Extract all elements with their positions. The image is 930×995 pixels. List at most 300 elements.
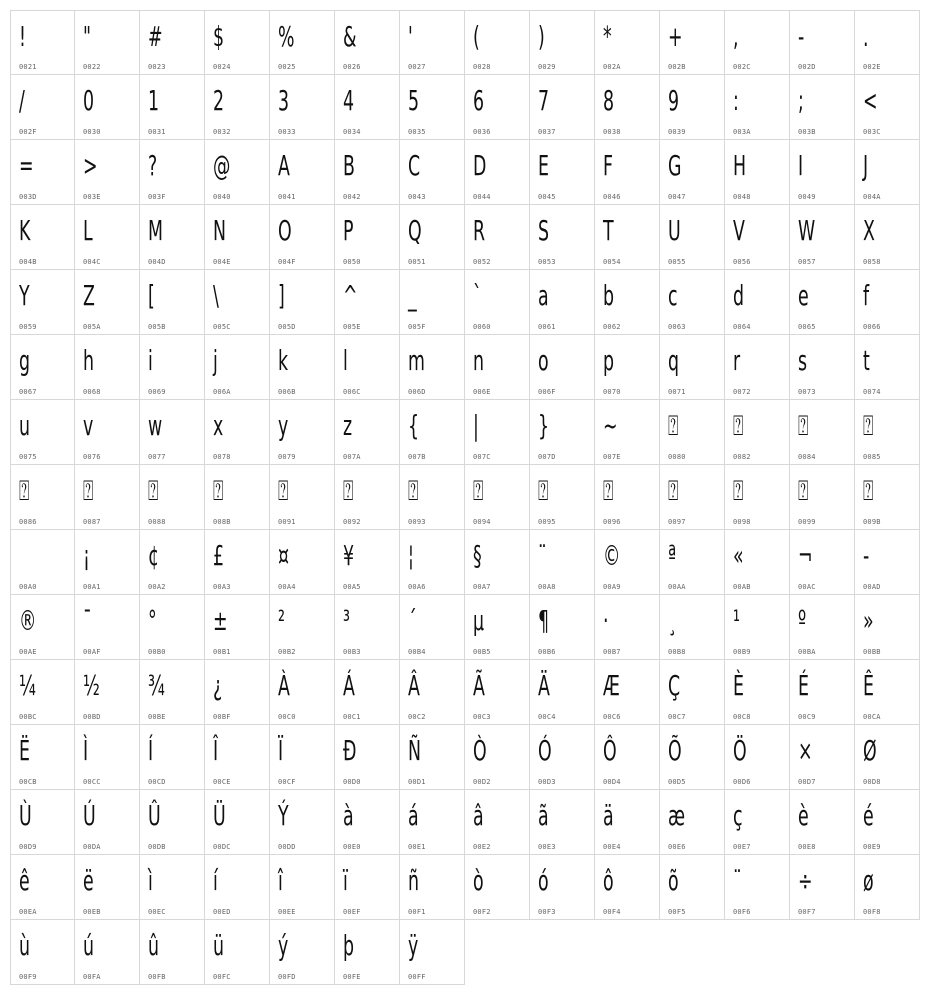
glyph-cell — [400, 920, 465, 985]
glyph-cell — [725, 270, 790, 335]
glyph-cell — [855, 10, 920, 75]
glyph-codepoint-label: 00D3 — [538, 778, 556, 786]
glyph-codepoint-label: 0051 — [408, 258, 426, 266]
glyph-cell — [400, 855, 465, 920]
glyph-cell — [10, 855, 75, 920]
glyph-codepoint-label: 00EE — [278, 908, 296, 916]
glyph-codepoint-label: 0023 — [148, 63, 166, 71]
glyph-sample: ⍰ — [538, 474, 549, 507]
glyph-codepoint-label: 0086 — [19, 518, 37, 526]
glyph-sample: m — [408, 344, 425, 377]
glyph-cell — [660, 75, 725, 140]
glyph-cell — [790, 660, 855, 725]
glyph-sample: 9 — [668, 84, 680, 117]
glyph-cell — [855, 725, 920, 790]
glyph-codepoint-label: 0040 — [213, 193, 231, 201]
glyph-cell — [790, 10, 855, 75]
glyph-codepoint-label: 00DA — [83, 843, 101, 851]
glyph-sample: 8 — [603, 84, 615, 117]
glyph-cell — [400, 790, 465, 855]
glyph-codepoint-label: 0096 — [603, 518, 621, 526]
glyph-cell — [10, 335, 75, 400]
glyph-sample: r — [733, 344, 741, 377]
glyph-sample: V — [733, 214, 745, 247]
glyph-cell — [400, 530, 465, 595]
glyph-sample: Î — [213, 734, 219, 767]
glyph-sample: ⍰ — [798, 474, 809, 507]
glyph-codepoint-label: 0044 — [473, 193, 491, 201]
glyph-codepoint-label: 00A5 — [343, 583, 361, 591]
glyph-codepoint-label: 00F2 — [473, 908, 491, 916]
glyph-codepoint-label: 00A4 — [278, 583, 296, 591]
glyph-codepoint-label: 00D0 — [343, 778, 361, 786]
glyph-cell — [140, 725, 205, 790]
glyph-codepoint-label: 0034 — [343, 128, 361, 136]
glyph-sample: [ — [148, 279, 155, 312]
glyph-sample: Á — [343, 669, 355, 702]
glyph-codepoint-label: 0035 — [408, 128, 426, 136]
glyph-sample: ; — [798, 84, 804, 117]
glyph-codepoint-label: 00C4 — [538, 713, 556, 721]
glyph-codepoint-label: 0065 — [798, 323, 816, 331]
glyph-codepoint-label: 00F4 — [603, 908, 621, 916]
glyph-cell — [595, 855, 660, 920]
glyph-sample: Æ — [603, 669, 620, 702]
glyph-cell — [855, 75, 920, 140]
glyph-codepoint-label: 00B8 — [668, 648, 686, 656]
glyph-sample: ò — [473, 864, 484, 897]
glyph-cell — [725, 465, 790, 530]
glyph-codepoint-label: 0088 — [148, 518, 166, 526]
glyph-cell — [205, 920, 270, 985]
glyph-cell — [205, 10, 270, 75]
glyph-sample: ' — [408, 20, 413, 53]
glyph-cell — [725, 335, 790, 400]
glyph-cell — [10, 400, 75, 465]
glyph-codepoint-label: 0033 — [278, 128, 296, 136]
glyph-codepoint-label: 0075 — [19, 453, 37, 461]
glyph-codepoint-label: 00E3 — [538, 843, 556, 851]
glyph-cell — [465, 400, 530, 465]
glyph-codepoint-label: 003D — [19, 193, 37, 201]
glyph-codepoint-label: 00D4 — [603, 778, 621, 786]
glyph-sample: > — [83, 149, 98, 182]
glyph-cell — [10, 75, 75, 140]
glyph-codepoint-label: 0068 — [83, 388, 101, 396]
glyph-sample: k — [278, 344, 289, 377]
glyph-cell — [530, 10, 595, 75]
glyph-cell — [140, 660, 205, 725]
glyph-cell — [855, 140, 920, 205]
glyph-sample: ⍰ — [83, 474, 94, 507]
glyph-sample: ë — [83, 864, 94, 897]
glyph-codepoint-label: 0029 — [538, 63, 556, 71]
glyph-cell — [140, 335, 205, 400]
glyph-cell — [335, 790, 400, 855]
glyph-codepoint-label: 00AB — [733, 583, 751, 591]
glyph-cell — [140, 205, 205, 270]
glyph-sample: ¡ — [83, 539, 90, 572]
glyph-sample: U — [668, 214, 681, 247]
glyph-cell — [75, 335, 140, 400]
glyph-codepoint-label: 003F — [148, 193, 166, 201]
glyph-sample: Đ — [343, 734, 357, 767]
glyph-sample: n — [473, 344, 485, 377]
glyph-cell — [10, 205, 75, 270]
glyph-sample: B — [343, 149, 355, 182]
glyph-codepoint-label: 00F5 — [668, 908, 686, 916]
glyph-sample: s — [798, 344, 808, 377]
glyph-cell — [530, 75, 595, 140]
glyph-sample: ä — [603, 799, 614, 832]
glyph-codepoint-label: 00AA — [668, 583, 686, 591]
glyph-cell — [75, 660, 140, 725]
glyph-codepoint-label: 00A2 — [148, 583, 166, 591]
glyph-sample: P — [343, 214, 354, 247]
glyph-cell — [855, 790, 920, 855]
glyph-sample: ô — [603, 864, 614, 897]
glyph-codepoint-label: 00CC — [83, 778, 101, 786]
glyph-sample: \ — [213, 279, 219, 312]
glyph-sample: â — [473, 799, 484, 832]
glyph-codepoint-label: 007C — [473, 453, 491, 461]
glyph-cell — [595, 75, 660, 140]
glyph-codepoint-label: 00F6 — [733, 908, 751, 916]
glyph-sample: D — [473, 149, 487, 182]
glyph-cell — [790, 335, 855, 400]
glyph-cell — [335, 270, 400, 335]
glyph-cell — [400, 270, 465, 335]
glyph-codepoint-label: 002C — [733, 63, 751, 71]
glyph-codepoint-label: 005B — [148, 323, 166, 331]
glyph-cell — [855, 855, 920, 920]
glyph-cell — [725, 400, 790, 465]
glyph-cell — [660, 465, 725, 530]
glyph-sample: 6 — [473, 84, 485, 117]
glyph-cell — [400, 335, 465, 400]
glyph-codepoint-label: 00B4 — [408, 648, 426, 656]
glyph-codepoint-label: 0066 — [863, 323, 881, 331]
glyph-cell — [75, 205, 140, 270]
glyph-cell — [465, 855, 530, 920]
glyph-codepoint-label: 0022 — [83, 63, 101, 71]
glyph-cell — [140, 595, 205, 660]
glyph-sample: ⍰ — [603, 474, 614, 507]
glyph-sample: ± — [213, 604, 228, 637]
glyph-codepoint-label: 00BD — [83, 713, 101, 721]
glyph-codepoint-label: 004D — [148, 258, 166, 266]
glyph-cell — [660, 660, 725, 725]
glyph-codepoint-label: 00B7 — [603, 648, 621, 656]
glyph-codepoint-label: 005F — [408, 323, 426, 331]
glyph-cell — [595, 465, 660, 530]
glyph-codepoint-label: 006A — [213, 388, 231, 396]
glyph-codepoint-label: 00E4 — [603, 843, 621, 851]
glyph-sample: Ë — [19, 734, 30, 767]
glyph-cell — [335, 855, 400, 920]
glyph-cell — [140, 855, 205, 920]
glyph-codepoint-label: 0070 — [603, 388, 621, 396]
glyph-cell — [790, 530, 855, 595]
glyph-codepoint-label: 0064 — [733, 323, 751, 331]
glyph-sample: c — [668, 279, 678, 312]
glyph-codepoint-label: 00EC — [148, 908, 166, 916]
glyph-cell — [335, 10, 400, 75]
glyph-cell — [140, 465, 205, 530]
glyph-sample: @ — [213, 149, 231, 182]
glyph-codepoint-label: 00C6 — [603, 713, 621, 721]
glyph-sample: g — [19, 344, 31, 377]
glyph-codepoint-label: 00B5 — [473, 648, 491, 656]
glyph-codepoint-label: 00B6 — [538, 648, 556, 656]
glyph-sample: l — [343, 344, 348, 377]
glyph-cell — [530, 595, 595, 660]
glyph-cell — [595, 595, 660, 660]
glyph-cell — [465, 205, 530, 270]
glyph-cell — [270, 855, 335, 920]
glyph-sample: y — [278, 409, 289, 442]
glyph-cell — [75, 920, 140, 985]
glyph-codepoint-label: 00D7 — [798, 778, 816, 786]
glyph-codepoint-label: 00BB — [863, 648, 881, 656]
glyph-cell — [335, 660, 400, 725]
glyph-cell — [790, 270, 855, 335]
glyph-sample: Ä — [538, 669, 550, 702]
glyph-codepoint-label: 00FA — [83, 973, 101, 981]
glyph-codepoint-label: 007E — [603, 453, 621, 461]
glyph-sample: ⍰ — [473, 474, 484, 507]
glyph-codepoint-label: 004A — [863, 193, 881, 201]
glyph-sample: Ü — [213, 799, 226, 832]
glyph-cell — [530, 725, 595, 790]
glyph-cell — [75, 530, 140, 595]
glyph-sample: t — [863, 344, 870, 377]
glyph-cell — [140, 10, 205, 75]
glyph-sample: Ç — [668, 669, 681, 702]
glyph-codepoint-label: 0036 — [473, 128, 491, 136]
glyph-sample: ÷ — [798, 864, 813, 897]
glyph-sample: d — [733, 279, 745, 312]
glyph-cell — [335, 920, 400, 985]
glyph-sample: o — [538, 344, 549, 377]
glyph-sample: v — [83, 409, 94, 442]
glyph-codepoint-label: 0080 — [668, 453, 686, 461]
glyph-codepoint-label: 00C3 — [473, 713, 491, 721]
glyph-sample: × — [798, 734, 813, 767]
glyph-cell — [725, 140, 790, 205]
glyph-sample: ÿ — [408, 929, 419, 962]
glyph-sample: + — [668, 20, 683, 53]
glyph-cell — [335, 530, 400, 595]
glyph-cell — [75, 10, 140, 75]
glyph-sample: « — [733, 539, 744, 572]
glyph-cell — [660, 270, 725, 335]
glyph-sample: h — [83, 344, 95, 377]
glyph-cell — [465, 790, 530, 855]
glyph-codepoint-label: 00A6 — [408, 583, 426, 591]
glyph-cell — [205, 270, 270, 335]
glyph-sample: f — [863, 279, 870, 312]
glyph-codepoint-label: 002E — [863, 63, 881, 71]
glyph-cell — [660, 595, 725, 660]
glyph-sample: ã — [538, 799, 549, 832]
glyph-sample: ¬ — [798, 539, 813, 572]
glyph-codepoint-label: 002B — [668, 63, 686, 71]
glyph-codepoint-label: 0067 — [19, 388, 37, 396]
glyph-cell — [855, 660, 920, 725]
glyph-codepoint-label: 0097 — [668, 518, 686, 526]
glyph-sample: M — [148, 214, 163, 247]
glyph-sample: a — [538, 279, 549, 312]
glyph-cell — [790, 75, 855, 140]
glyph-sample: ì — [148, 864, 153, 897]
glyph-sample: i — [148, 344, 153, 377]
glyph-sample: q — [668, 344, 680, 377]
glyph-sample: } — [538, 409, 550, 442]
glyph-codepoint-label: 007B — [408, 453, 426, 461]
glyph-cell — [855, 205, 920, 270]
glyph-codepoint-label: 00B0 — [148, 648, 166, 656]
glyph-codepoint-label: 003C — [863, 128, 881, 136]
glyph-codepoint-label: 00F8 — [863, 908, 881, 916]
glyph-cell — [10, 790, 75, 855]
glyph-sample: e — [798, 279, 809, 312]
glyph-cell — [140, 790, 205, 855]
glyph-sample: % — [278, 20, 295, 53]
glyph-sample: ° — [148, 604, 157, 637]
glyph-sample: { — [408, 409, 420, 442]
glyph-cell — [660, 335, 725, 400]
glyph-codepoint-label: 00AE — [19, 648, 37, 656]
glyph-cell — [75, 75, 140, 140]
glyph-sample: Z — [83, 279, 95, 312]
glyph-sample: ¨ — [538, 539, 547, 572]
glyph-codepoint-label: 00BC — [19, 713, 37, 721]
glyph-cell — [10, 465, 75, 530]
glyph-cell — [400, 75, 465, 140]
glyph-cell — [660, 400, 725, 465]
glyph-cell — [725, 75, 790, 140]
glyph-sample: L — [83, 214, 93, 247]
glyph-cell — [400, 400, 465, 465]
glyph-sample: ⍰ — [733, 474, 744, 507]
glyph-codepoint-label: 0026 — [343, 63, 361, 71]
glyph-codepoint-label: 002A — [603, 63, 621, 71]
glyph-sample: Ñ — [408, 734, 421, 767]
glyph-codepoint-label: 00FB — [148, 973, 166, 981]
glyph-codepoint-label: 00C7 — [668, 713, 686, 721]
glyph-sample: í — [213, 864, 218, 897]
glyph-sample: X — [863, 214, 875, 247]
glyph-codepoint-label: 0078 — [213, 453, 231, 461]
glyph-codepoint-label: 0061 — [538, 323, 556, 331]
glyph-codepoint-label: 0079 — [278, 453, 296, 461]
glyph-codepoint-label: 0021 — [19, 63, 37, 71]
glyph-codepoint-label: 00F1 — [408, 908, 426, 916]
glyph-sample: Ø — [863, 734, 877, 767]
glyph-codepoint-label: 00D5 — [668, 778, 686, 786]
glyph-cell — [140, 75, 205, 140]
glyph-cell — [400, 205, 465, 270]
glyph-sample: C — [408, 149, 421, 182]
glyph-cell — [75, 725, 140, 790]
glyph-cell — [465, 465, 530, 530]
glyph-sample: K — [19, 214, 31, 247]
glyph-cell — [660, 530, 725, 595]
glyph-cell — [530, 855, 595, 920]
glyph-codepoint-label: 0049 — [798, 193, 816, 201]
glyph-codepoint-label: 004B — [19, 258, 37, 266]
glyph-sample: 0 — [83, 84, 95, 117]
glyph-sample: ⍰ — [213, 474, 224, 507]
glyph-sample: ü — [213, 929, 225, 962]
glyph-cell — [530, 530, 595, 595]
glyph-codepoint-label: 00B1 — [213, 648, 231, 656]
glyph-codepoint-label: 00D2 — [473, 778, 491, 786]
glyph-sample: ï — [343, 864, 348, 897]
glyph-cell — [205, 530, 270, 595]
glyph-codepoint-label: 0031 — [148, 128, 166, 136]
glyph-cell — [140, 400, 205, 465]
glyph-cell — [205, 790, 270, 855]
glyph-sample: à — [343, 799, 354, 832]
glyph-sample: ¶ — [538, 604, 550, 637]
glyph-codepoint-label: 00FE — [343, 973, 361, 981]
glyph-cell — [335, 400, 400, 465]
glyph-codepoint-label: 0092 — [343, 518, 361, 526]
glyph-codepoint-label: 0084 — [798, 453, 816, 461]
glyph-codepoint-label: 00E2 — [473, 843, 491, 851]
glyph-cell — [10, 530, 75, 595]
glyph-codepoint-label: 00D1 — [408, 778, 426, 786]
glyph-cell — [75, 790, 140, 855]
glyph-cell — [725, 725, 790, 790]
glyph-cell — [530, 270, 595, 335]
glyph-sample: ¦ — [408, 539, 414, 572]
glyph-sample: È — [733, 669, 744, 702]
glyph-sample: & — [343, 20, 357, 53]
glyph-codepoint-label: 0082 — [733, 453, 751, 461]
glyph-codepoint-label: 0053 — [538, 258, 556, 266]
glyph-sample: ^ — [343, 279, 358, 312]
glyph-codepoint-label: 0073 — [798, 388, 816, 396]
glyph-codepoint-label: 005E — [343, 323, 361, 331]
glyph-sample: < — [863, 84, 878, 117]
glyph-sample: ¹ — [733, 604, 740, 637]
glyph-cell — [205, 205, 270, 270]
glyph-cell — [660, 725, 725, 790]
glyph-cell — [270, 660, 335, 725]
glyph-sample: A — [278, 149, 290, 182]
glyph-codepoint-label: 0038 — [603, 128, 621, 136]
glyph-codepoint-label: 0047 — [668, 193, 686, 201]
glyph-cell — [75, 400, 140, 465]
glyph-sample: 7 — [538, 84, 550, 117]
glyph-sample: Ï — [278, 734, 284, 767]
glyph-sample: © — [603, 539, 621, 572]
glyph-sample: æ — [668, 799, 686, 832]
glyph-sample: : — [733, 84, 739, 117]
glyph-cell — [270, 725, 335, 790]
glyph-cell — [205, 660, 270, 725]
glyph-codepoint-label: 0048 — [733, 193, 751, 201]
glyph-sample: ³ — [343, 604, 350, 637]
glyph-codepoint-label: 0095 — [538, 518, 556, 526]
glyph-cell — [855, 530, 920, 595]
glyph-codepoint-label: 005C — [213, 323, 231, 331]
glyph-cell — [790, 205, 855, 270]
glyph-sample: ⍰ — [408, 474, 419, 507]
